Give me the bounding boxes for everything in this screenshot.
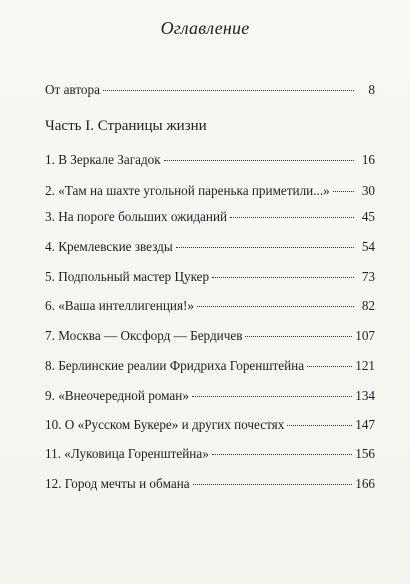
toc-entry-8 [45,357,375,375]
dot-leader [192,396,352,397]
toc-page-number: 107 [355,328,375,343]
toc-entry-label: 1. В Зеркале Загадок [45,152,161,167]
toc-page-number: 166 [355,476,375,491]
toc-entry-7 [45,327,375,345]
toc-page-number: 45 [361,209,375,224]
dot-leader [245,336,352,337]
toc-entry-5 [45,268,375,286]
dot-leader [212,277,354,278]
toc-entry-6 [45,297,375,315]
dot-leader [103,90,354,91]
toc-entry-11 [45,445,375,463]
toc-page-number: 147 [355,417,375,432]
toc-entry-4 [45,238,375,256]
dot-leader [164,160,354,161]
toc-entry-label: 5. Подпольный мастер Цукер [45,269,210,284]
toc-entry-label: 4. Кремлевские звезды [45,239,173,254]
toc-entry-1 [45,151,375,169]
toc-page-number: 82 [361,298,375,313]
toc-page-number: 54 [361,239,375,254]
toc-page-number: 121 [355,358,375,373]
toc-entry-3 [45,208,375,226]
toc-entry-label: 7. Москва — Оксфорд — Бердичев [45,328,243,343]
toc-entry-9 [45,387,375,405]
dot-leader [307,366,352,367]
toc-entry-label: От автора [45,82,100,97]
toc-entry-label: 6. «Ваша интеллигенция!» [45,298,194,313]
toc-page-number: 73 [361,269,375,284]
dot-leader [230,217,354,218]
dot-leader [193,484,353,485]
toc-entry-intro [45,81,375,99]
toc-entry-label: 2. «Там на шахте угольной паренька приметили...» [45,183,330,198]
toc-page-number: 30 [361,183,375,198]
toc-entry-label: 12. Город мечты и обмана [45,476,190,491]
dot-leader [212,454,352,455]
toc-entry-label: 11. «Луковица Горенштейна» [45,446,209,461]
toc-entry-12 [45,475,375,493]
toc-page-number: 16 [361,152,375,167]
page-title: Оглавление [160,18,250,38]
dot-leader [197,306,354,307]
toc-page-number: 156 [355,446,375,461]
dot-leader [287,425,352,426]
toc-page-number: 8 [368,82,375,97]
toc-entry-2 [45,182,375,200]
toc-page-number: 134 [355,388,375,403]
toc-entry-10 [45,416,375,434]
section-heading: Часть I. Страницы жизни [45,118,207,134]
toc-entry-label: 3. На пороге больших ожиданий [45,209,228,224]
toc-entry-label: 8. Берлинские реалии Фридриха Горенштейна [45,358,305,373]
toc-entry-label: 9. «Внеочередной роман» [45,388,189,403]
dot-leader [333,191,354,192]
dot-leader [176,247,354,248]
toc-entry-label: 10. О «Русском Букере» и других почестях [45,417,285,432]
